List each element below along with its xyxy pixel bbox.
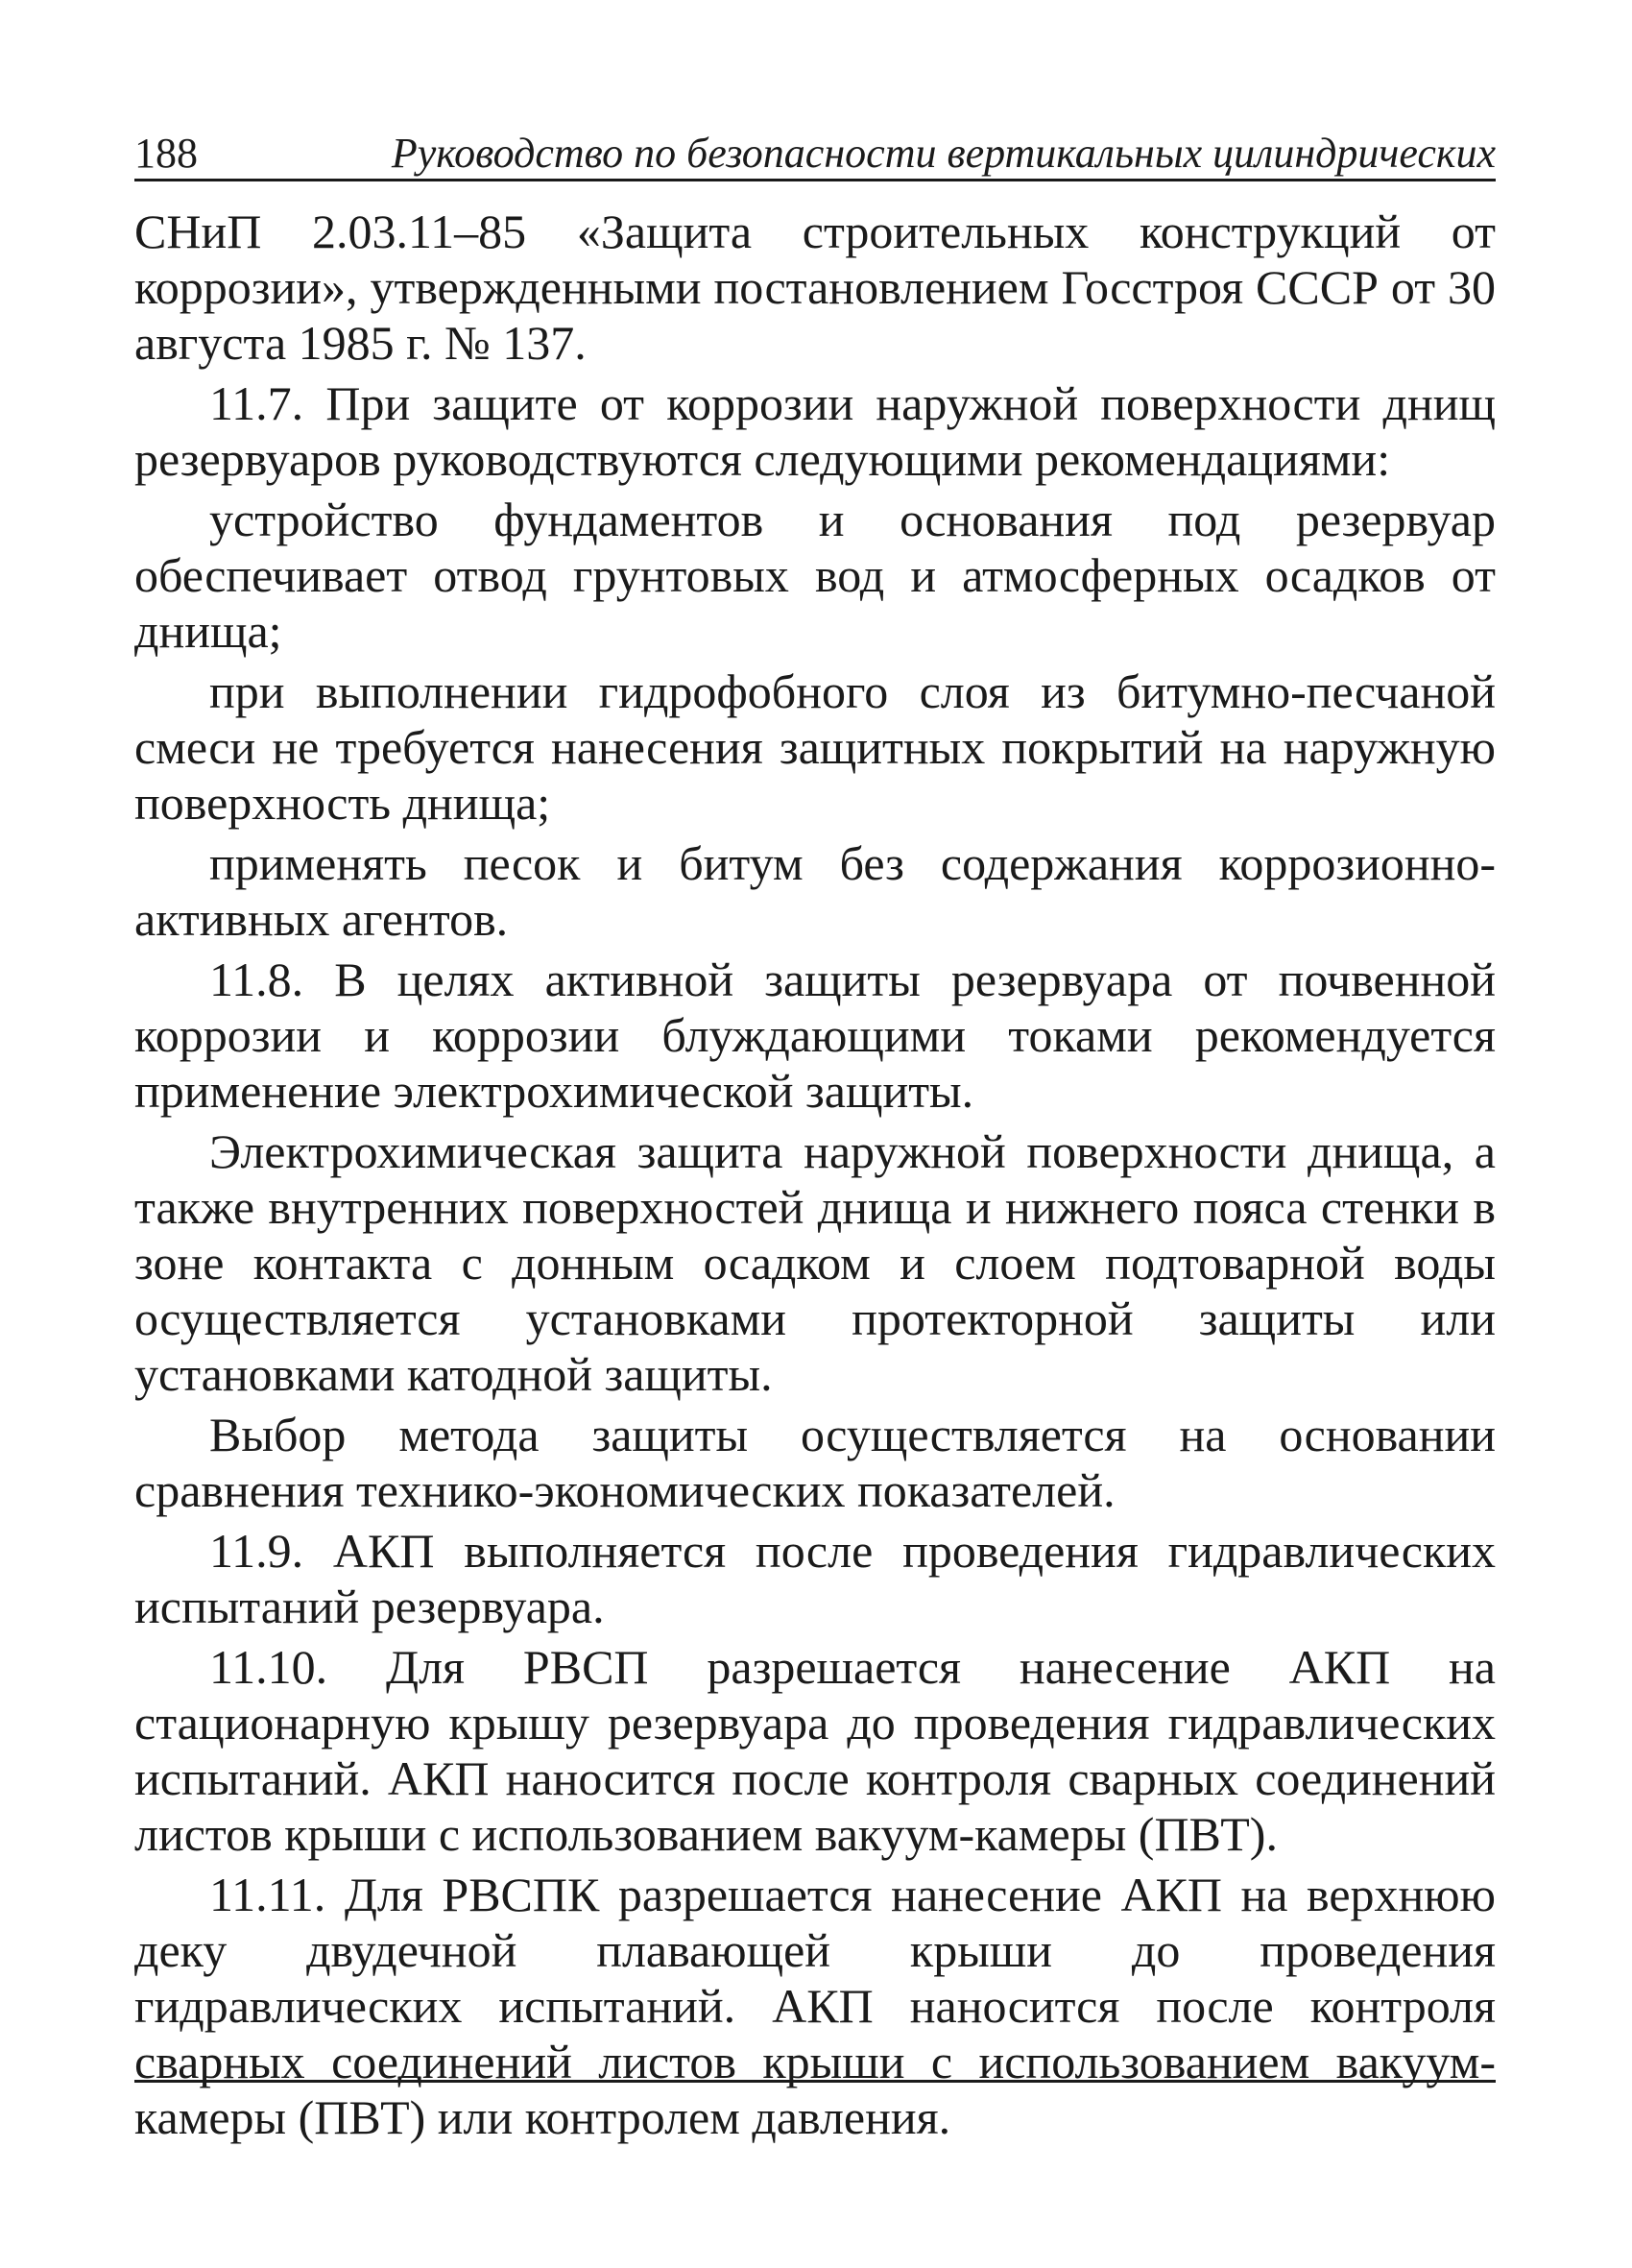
paragraph-11-11: 11.11. Для РВСПК разрешается нанесение АКП на верхнюю деку двудечной плавающей крыши до проведения гидравлических испытаний. АКП наносится после контроля сварных соединений листов крыши с использованием вакуум-камеры (ПВТ) или контролем давления. — [134, 1868, 1496, 2144]
page-header — [134, 123, 1496, 181]
paragraph-method-choice: Выбор метода защиты осуществляется на основании сравнения технико-экономических показателей. — [134, 1408, 1496, 1517]
paragraph-snip-continuation: СНиП 2.03.11–85 «Защита строительных конструкций от коррозии», утвержденными постановлением Госстроя СССР от 30 августа 1985 г. № 137. — [134, 205, 1496, 370]
paragraph-11-7: 11.7. При защите от коррозии наружной поверхности днищ резервуаров руководствуются следующими рекомендациями: — [134, 376, 1496, 486]
running-title: Руководство по безопасности вертикальных цилиндрических — [391, 130, 1496, 177]
paragraph-foundation: устройство фундаментов и основания под резервуар обеспечивает отвод грунтовых вод и атмосферных осадков от днища; — [134, 493, 1496, 658]
paragraph-electrochemical: Электрохимическая защита наружной поверхности днища, а также внутренних поверхностей днища и нижнего пояса стенки в зоне контакта с донным осадком и слоем подтоварной воды осуществляется установками протекторной защиты или установками катодной защиты. — [134, 1124, 1496, 1401]
paragraph-sand-bitumen: применять песок и битум без содержания коррозионно-активных агентов. — [134, 836, 1496, 946]
paragraph-11-9: 11.9. АКП выполняется после проведения гидравлических испытаний резервуара. — [134, 1524, 1496, 1633]
footer-rule — [134, 2080, 1496, 2083]
paragraph-11-8: 11.8. В целях активной защиты резервуара от почвенной коррозии и коррозии блуждающими токами рекомендуется применение электрохимической защиты. — [134, 953, 1496, 1118]
paragraph-11-10: 11.10. Для РВСП разрешается нанесение АКП на стационарную крышу резервуара до проведения гидравлических испытаний. АКП наносится после контроля сварных соединений листов крыши с использованием вакуум-камеры (ПВТ). — [134, 1640, 1496, 1861]
page-number: 188 — [134, 130, 198, 177]
body-text — [134, 204, 1496, 2150]
paragraph-hydrophobic-layer: при выполнении гидрофобного слоя из битумно-песчаной смеси не требуется нанесения защитных покрытий на наружную поверхность днища; — [134, 664, 1496, 830]
